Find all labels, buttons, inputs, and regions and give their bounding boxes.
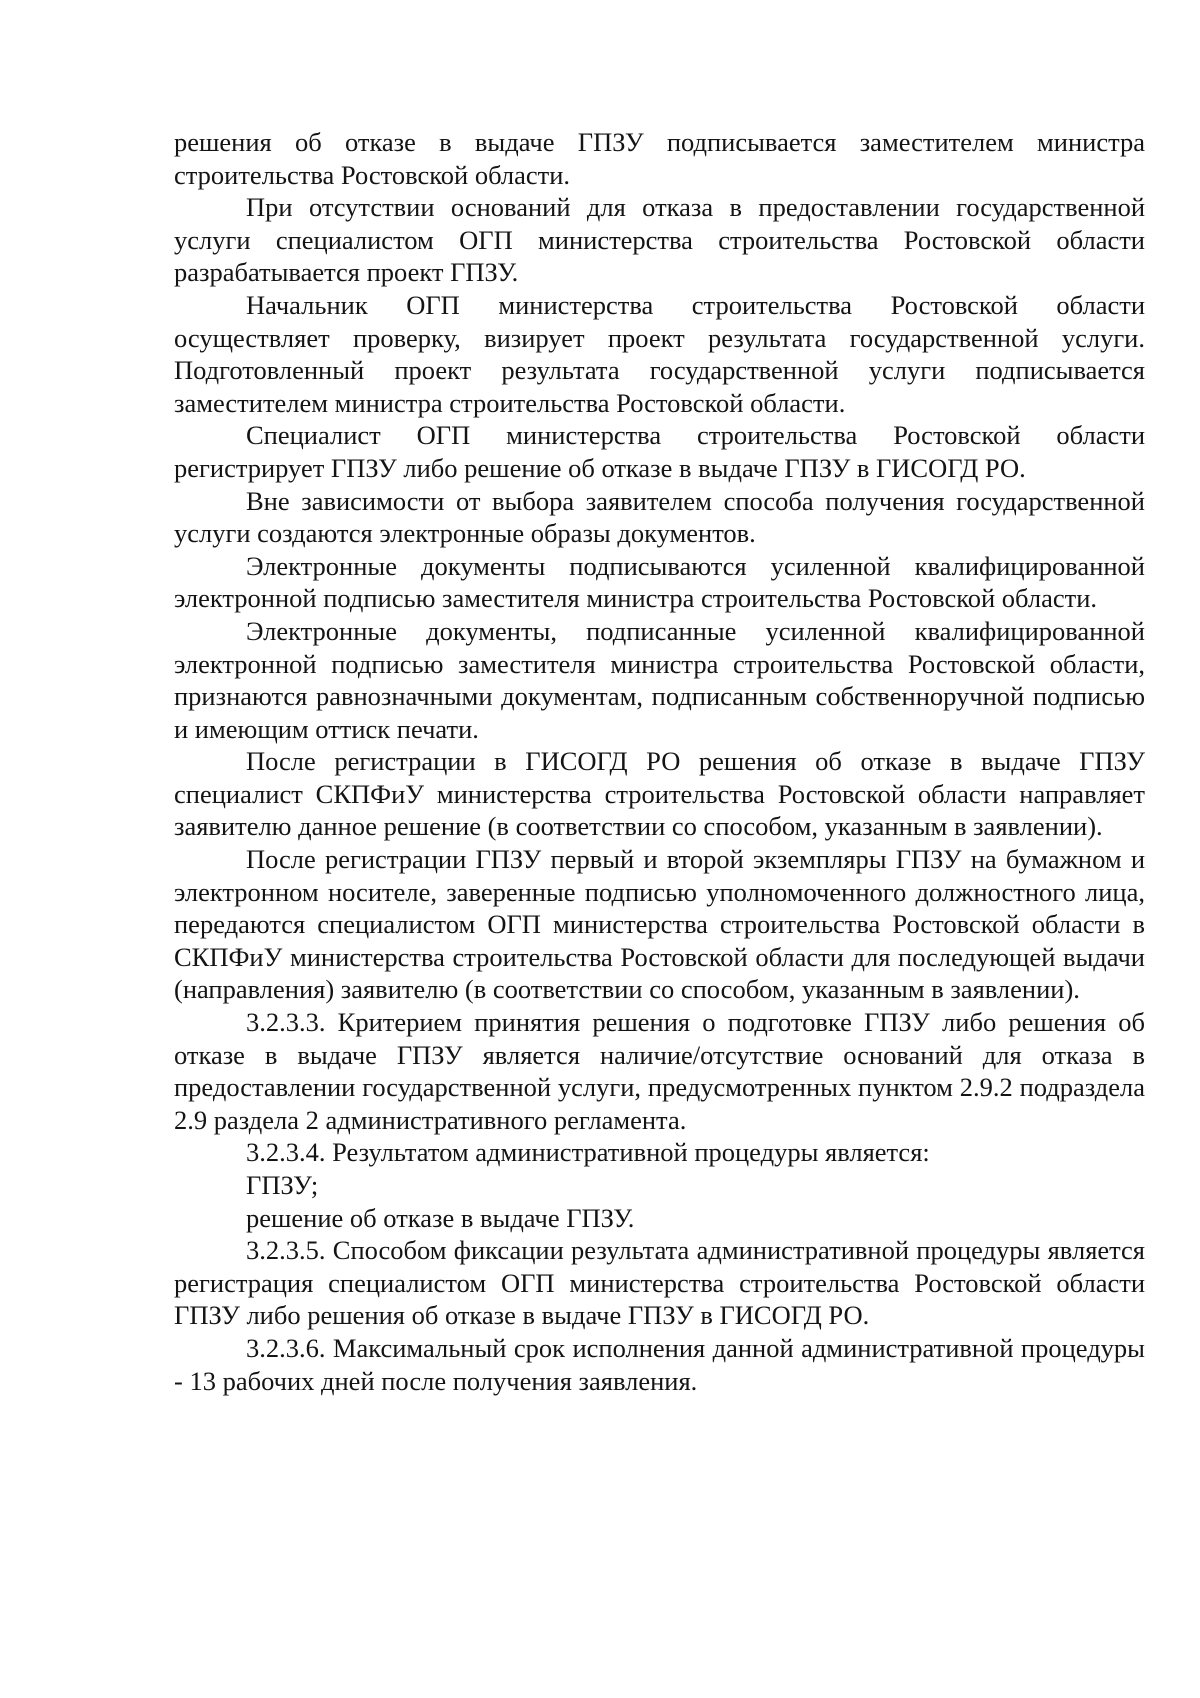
paragraph-registration: Специалист ОГП министерства строительства Ростовской области регистрирует ГПЗУ либо решение об отказе в выдаче ГПЗУ в ГИСОГД РО. <box>174 420 1145 483</box>
list-item-refusal: решение об отказе в выдаче ГПЗУ. <box>246 1202 635 1233</box>
paragraph-max-term: 3.2.3.6. Максимальный срок исполнения данной административной процедуры - 13 рабочих дней после получения заявления. <box>174 1332 1145 1396</box>
paragraph-equivalence: Электронные документы, подписанные усиленной квалифицированной электронной подписью заместителя министра строительства Ростовской области, признаются равнозначными документам, подписанным собственноручной подписью и имеющим оттиск печати. <box>174 615 1145 744</box>
paragraph-criterion: 3.2.3.3. Критерием принятия решения о подготовке ГПЗУ либо решения об отказе в выдаче ГПЗУ является наличие/отсутствие оснований для отказа в предоставлении государственной услуги, предусмотренных пунктом 2.9.2 подраздела 2.9 раздела 2 административного регламента. <box>174 1007 1145 1135</box>
paragraph-continuation: решения об отказе в выдаче ГПЗУ подписывается заместителем министра строительства Ростовской области. <box>174 127 1145 190</box>
paragraph-electronic-images: Вне зависимости от выбора заявителем способа получения государственной услуги создаются электронные образы документов. <box>174 485 1145 549</box>
paragraph-fixation-method: 3.2.3.5. Способом фиксации результата административной процедуры является регистрация специалистом ОГП министерства строительства Ростовской области ГПЗУ либо решения об отказе в выдаче ГПЗУ в ГИСОГД РО. <box>174 1235 1145 1331</box>
document-body <box>174 126 1145 1397</box>
paragraph-no-grounds: При отсутствии оснований для отказа в предоставлении государственной услуги специалистом ОГП министерства строительства Ростовской области разрабатывается проект ГПЗУ. <box>174 192 1145 288</box>
list-item-gpzu: ГПЗУ; <box>246 1170 319 1200</box>
paragraph-electronic-signature: Электронные документы подписываются усиленной квалифицированной электронной подписью заместителя министра строительства Ростовской области. <box>174 550 1145 614</box>
paragraph-head-review: Начальник ОГП министерства строительства Ростовской области осуществляет проверку, визирует проект результата государственной услуги. Подготовленный проект результата государственной услуги подписывается заместителем министра строительства Ростовской области. <box>174 289 1145 418</box>
paragraph-result-intro: 3.2.3.4. Результатом административной процедуры является: <box>246 1137 930 1168</box>
paragraph-copies-transfer: После регистрации ГПЗУ первый и второй экземпляры ГПЗУ на бумажном и электронном носителе, заверенные подписью уполномоченного должностного лица, передаются специалистом ОГП министерства строительства Ростовской области в СКПФиУ министерства строительства Ростовской области для последующей выдачи (направления) заявителю (в соответствии со способом, указанным в заявлении). <box>174 844 1145 1005</box>
paragraph-refusal-sending: После регистрации в ГИСОГД РО решения об отказе в выдаче ГПЗУ специалист СКПФиУ министерства строительства Ростовской области направляет заявителю данное решение (в соответствии со способом, указанным в заявлении). <box>174 746 1145 842</box>
